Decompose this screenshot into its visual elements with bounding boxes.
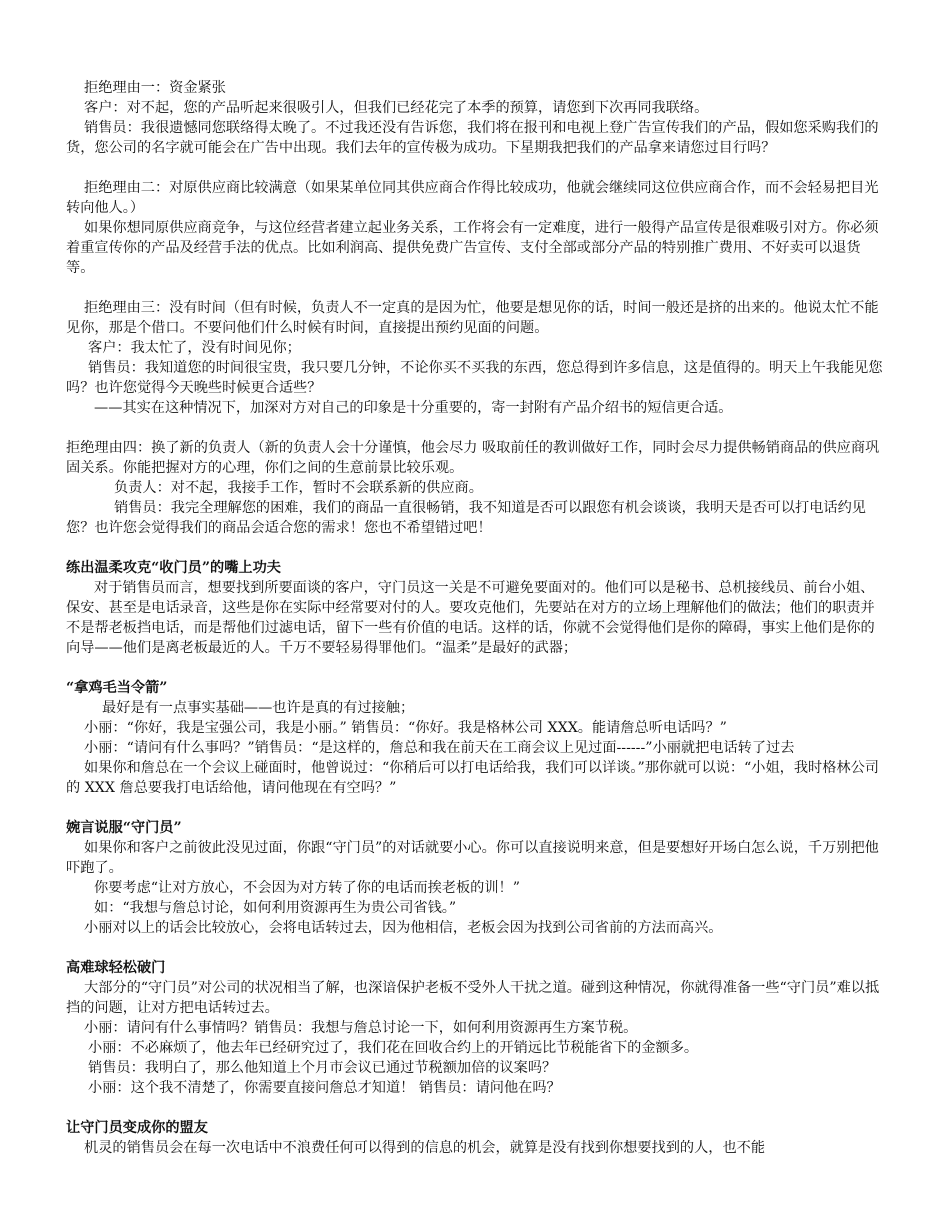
document-page <box>66 78 888 1158</box>
feather-dialog-1: 小丽：“你好，我是宝强公司，我是小丽。” 销售员：“你好。我是格林公司 XXX。能请詹总听电话吗？” <box>84 720 727 736</box>
section-heading-persuade: 婉言说服“守门员” <box>66 820 182 836</box>
persuade-tip: 你要考虑“让对方放心，不会因为对方转了你的电话而挨老板的训！” <box>94 880 520 896</box>
section-heading-hardball: 高难球轻松破门 <box>66 960 166 976</box>
hardball-dialog-2: 小丽：不必麻烦了，他去年已经研究过了，我们花在回收合约上的开销远比节税能省下的金额多。 <box>88 1040 699 1056</box>
section-heading-ally: 让守门员变成你的盟友 <box>66 1120 208 1136</box>
reason-3-note: ——其实在这种情况下，加深对方对自己的印象是十分重要的，寄一封附有产品介绍书的短信更合适。 <box>94 400 733 416</box>
hardball-dialog-3: 销售员：我明白了，那么他知道上个月市会议已通过节税额加倍的议案吗？ <box>88 1060 557 1076</box>
reason-3-sales: 销售员：我知道您的时间很宝贵，我只要几分钟，不论你买不买我的东西，您总得到许多信息，这是值得的。明天上午我能见您吗？也许您觉得今天晚些时候更合适些？ <box>66 360 883 396</box>
section-heading-gatekeeper: 练出温柔攻克“收门员”的嘴上功夫 <box>66 560 281 576</box>
persuade-example: 如：“我想与詹总讨论，如何利用资源再生为贵公司省钱。” <box>94 900 457 916</box>
feather-dialog-2: 小丽：“请问有什么事吗？”销售员：“是这样的，詹总和我在前天在工商会议上见过面------”小丽就把电话转了过去 <box>84 740 795 756</box>
feather-example: 如果你和詹总在一个会议上碰面时，他曾说过：“你稍后可以打电话给我，我们可以详谈。”那你就可以说：“小姐，我时格林公司的 XXX 詹总要我打电话给他，请问他现在有空吗？” <box>66 760 879 796</box>
persuade-result: 小丽对以上的话会比较放心，会将电话转过去，因为他相信，老板会因为找到公司省前的方法而高兴。 <box>84 920 723 936</box>
feather-intro: 最好是有一点事实基础——也许是真的有过接触； <box>102 700 415 716</box>
reason-1-title: 拒绝理由一：资金紧张 <box>84 80 226 96</box>
reason-1-sales: 销售员：我很遗憾同您联络得太晚了。不过我还没有告诉您，我们将在报刊和电视上登广告宣传我们的产品，假如您采购我们的货，您公司的名字就可能会在广告中出现。我们去年的宣传极为成功。下星期我把我们的产品拿来请您过目行吗？ <box>66 120 879 156</box>
section-heading-feather: “拿鸡毛当令箭” <box>66 680 168 696</box>
reason-3-customer: 客户：我太忙了，没有时间见你； <box>88 340 301 356</box>
reason-1-customer: 客户：对不起，您的产品听起来很吸引人，但我们已经花完了本季的预算，请您到下次再同我联络。 <box>84 100 709 116</box>
reason-4-manager: 负责人：对不起，我接手工作，暂时不会联系新的供应商。 <box>114 480 483 496</box>
reason-3-title: 拒绝理由三：没有时间（但有时候，负责人不一定真的是因为忙，他要是想见你的话，时间一般还是挤的出来的。他说太忙不能见你，那是个借口。不要问他们什么时候有时间，直接提出预约见面的问题。 <box>66 300 879 336</box>
reason-2-title: 拒绝理由二：对原供应商比较满意（如果某单位同其供应商合作得比较成功，他就会继续同这位供应商合作，而不会轻易把目光转向他人。） <box>66 180 879 216</box>
hardball-dialog-1: 小丽：请问有什么事情吗？销售员：我想与詹总讨论一下，如何利用资源再生方案节税。 <box>84 1020 638 1036</box>
ally-body: 机灵的销售员会在每一次电话中不浪费任何可以得到的信息的机会，就算是没有找到你想要找到的人，也不能 <box>84 1140 766 1156</box>
persuade-body: 如果你和客户之前彼此没见过面，你跟“守门员”的对话就要小心。你可以直接说明来意，但是要想好开场白怎么说，千万别把他吓跑了。 <box>66 840 879 876</box>
reason-2-body: 如果你想同原供应商竞争，与这位经营者建立起业务关系，工作将会有一定难度，进行一般得产品宣传是很难吸引对方。你必须着重宣传你的产品及经营手法的优点。比如利润高、提供免费广告宣传、支付全部或部分产品的特别推广费用、不好卖可以退货等。 <box>66 220 879 276</box>
gatekeeper-body: 对于销售员而言，想要找到所要面谈的客户，守门员这一关是不可避免要面对的。他们可以是秘书、总机接线员、前台小姐、保安、甚至是电话录音，这些是你在实际中经常要对付的人。要攻克他们，先要站在对方的立场上理解他们的做法；他们的职责并不是帮老板挡电话，而是帮他们过滤电话，留下一些有价值的电话。这样的话，你就不会觉得他们是你的障碍，事实上他们是你的向导——他们是离老板最近的人。千万不要轻易得罪他们。“温柔”是最好的武器； <box>66 580 875 656</box>
hardball-dialog-4: 小丽：这个我不清楚了，你需要直接问詹总才知道！ 销售员：请问他在吗？ <box>88 1080 561 1096</box>
hardball-body: 大部分的“守门员”对公司的状况相当了解，也深谙保护老板不受外人干扰之道。碰到这种情况，你就得准备一些“守门员”难以抵挡的问题，让对方把电话转过去。 <box>66 980 880 1016</box>
reason-4-sales: 销售员：我完全理解您的困难，我们的商品一直很畅销，我不知道是否可以跟您有机会谈谈，我明天是否可以打电话约见您？也许您会觉得我们的商品会适合您的需求！您也不希望错过吧！ <box>66 500 866 536</box>
reason-4-title: 拒绝理由四：换了新的负责人（新的负责人会十分谨慎，他会尽力 吸取前任的教训做好工作，同时会尽力提供畅销商品的供应商巩固关系。你能把握对方的心理，你们之间的生意前景比较乐观。 <box>66 440 880 476</box>
